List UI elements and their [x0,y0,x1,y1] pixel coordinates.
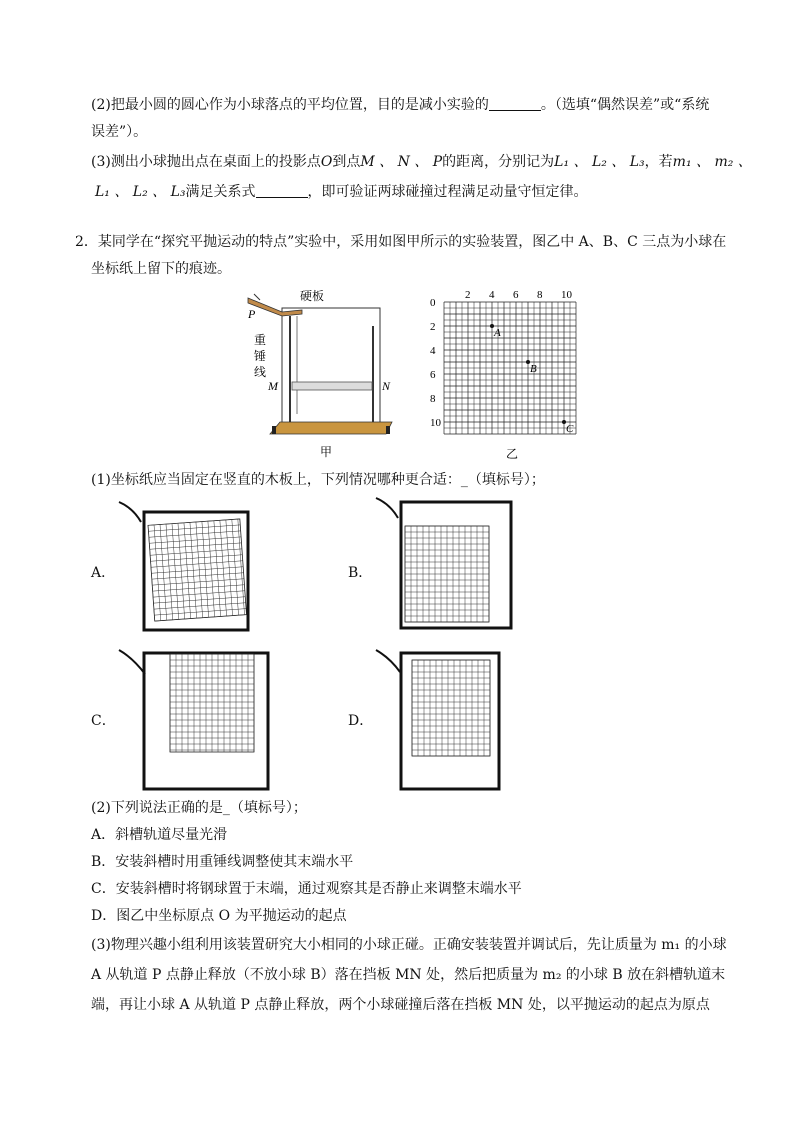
q1-part2-line1 [91,95,709,115]
point-A-label: A [494,327,501,339]
distances-label-2: L₁ 、 L₂ 、 L₃ [95,184,186,200]
q2-sub3-line1 [91,935,727,955]
y-tick-label: 4 [430,345,436,357]
q1-part3-line1 [91,152,752,172]
point-C-label: C [566,423,574,435]
points-MNP-label: M 、 N 、 P [360,154,443,170]
q2-sub1 [91,470,545,490]
q1-part3-line2 [95,182,588,202]
q2-intro-text-2: 坐标纸上留下的痕迹。 [91,261,231,277]
x-tick-label: 8 [537,289,543,301]
masses-label: m₁ 、 m₂ 、 [672,154,752,170]
q2-sub3-line3 [91,995,710,1015]
y-tick-label: 8 [430,393,436,405]
option-C-label[interactable]: C． [91,713,116,729]
label-N: N [382,379,391,393]
q2-sub3-text-3: 端，再让小球 A 从轨道 P 点静止释放，两个小球碰撞后落在挡板 MN 处，以平抛运动的起点为原点 [91,997,710,1013]
y-tick-label: 6 [430,369,436,381]
q1-part2-line2 [91,122,147,142]
ramp [248,298,302,316]
grid-figure [420,286,590,464]
answer-blank-2[interactable] [256,183,308,198]
label-M: M [268,379,278,393]
q1-part3-text-d: 的距离，分别记为 [442,154,555,170]
choice-A[interactable] [91,825,227,845]
choice-C-text: C．安装斜槽时将钢球置于末端，通过观察其是否静止来调整末端水平 [91,881,522,897]
q1-part3-text-end: ，即可验证两球碰撞过程满足动量守恒定律。 [307,184,588,200]
q2-intro-line2 [91,259,231,279]
x-tick-label: 10 [561,289,572,301]
q2-intro-text: 2．某同学在“探究平抛运动的特点”实验中，采用如图甲所示的实验装置，图乙中 A、B、C 三点为小球在 [75,234,727,250]
distances-label: L₁ 、 L₂ 、 L₃ [554,154,645,170]
option-B-label[interactable]: B． [348,565,373,581]
option-A-figure[interactable] [115,500,255,636]
q2-sub3-text-1: (3)物理兴趣小组利用该装置研究大小相同的小球正碰。正确安装装置并调试后，先让质量为 m₁ 的小球 [91,937,727,953]
answer-blank[interactable] [489,96,541,111]
y-tick-label: 0 [430,297,436,309]
q1-part3-text-relation: 满足关系式 [185,184,256,200]
label-yingban: 硬板 [300,289,325,303]
label-xian: 线 [254,365,267,379]
q2-sub1-text: (1)坐标纸应当固定在竖直的木板上，下列情况哪种更合适：_（填标号）； [91,472,545,488]
q2-sub2-text: (2)下列说法正确的是_（填标号）； [91,800,307,816]
x-tick-label: 2 [465,289,471,301]
q1-part2-text: (2)把最小圆的圆心作为小球落点的平均位置，目的是减小实验的 [91,97,489,113]
choice-C[interactable] [91,879,522,899]
option-B-figure[interactable] [372,496,518,636]
apparatus-figure [240,286,400,464]
x-tick-label: 4 [489,289,495,301]
choice-B-text: B．安装斜槽时用重锤线调整使其末端水平 [91,854,354,870]
caption-yi: 乙 [506,447,519,461]
label-chui: 锤 [254,349,267,363]
point-B-label: B [530,363,537,375]
point-O-label: O [320,154,333,170]
choice-B[interactable] [91,852,353,872]
x-tick-label: 6 [513,289,519,301]
option-A-label[interactable]: A． [91,565,116,581]
caption-jia: 甲 [320,445,333,459]
q1-part3-text-a: (3)测出小球抛出点在桌面上的投影点 [91,154,321,170]
q2-intro-line1 [75,232,726,252]
q1-part3-text-f: ，若 [644,154,673,170]
base [270,422,392,434]
y-tick-label: 2 [430,321,436,333]
choice-A-text: A．斜槽轨道尽量光滑 [91,827,228,843]
q2-sub3-line2 [91,965,725,985]
label-P: P [248,307,256,321]
label-zhong: 重 [254,333,267,347]
q1-part2-hint-end: 误差”）。 [91,124,148,140]
option-D-label[interactable]: D． [348,713,374,729]
option-C-figure[interactable] [115,648,275,794]
q1-part3-text-b: 到点 [332,154,361,170]
option-D-figure[interactable] [372,648,512,794]
y-tick-label: 10 [430,417,441,429]
q1-part2-hint: 。（选填“偶然误差”或“系统 [540,97,710,113]
baffle-MN [292,382,372,390]
choice-D-text: D．图乙中坐标原点 O 为平抛运动的起点 [91,908,347,924]
choice-D[interactable] [91,906,347,926]
q2-sub3-text-2: A 从轨道 P 点静止释放（不放小球 B）落在挡板 MN 处，然后把质量为 m₂ 的小球 B 放在斜槽轨道末 [91,967,726,983]
q2-sub2 [91,798,307,818]
